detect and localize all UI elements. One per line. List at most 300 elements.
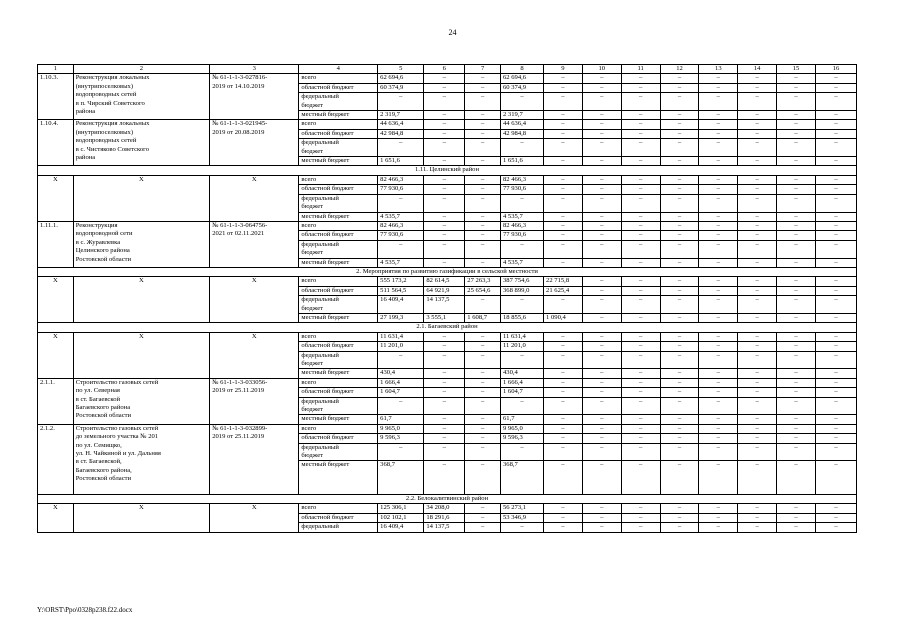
amount-cell: – — [500, 194, 543, 212]
amount-cell: – — [660, 129, 699, 138]
item-name — [73, 175, 210, 221]
amount-cell: 555 173,2 — [378, 277, 424, 286]
amount-cell: 61,7 — [378, 415, 424, 424]
amount-cell: – — [738, 342, 777, 351]
table-row — [38, 221, 857, 230]
amount-cell: – — [738, 83, 777, 92]
column-number-header: 11 — [621, 65, 660, 74]
amount-cell: – — [738, 286, 777, 295]
amount-cell: – — [777, 175, 816, 184]
budget-source-label — [299, 83, 378, 92]
amount-cell: – — [815, 111, 856, 120]
amount-cell: 62 694,6 — [378, 74, 424, 83]
amount-cell: – — [660, 523, 699, 532]
amount-cell: – — [660, 212, 699, 221]
amount-cell: – — [424, 93, 465, 111]
amount-cell: – — [660, 378, 699, 387]
budget-source-line: федеральный — [301, 296, 339, 304]
amount-cell: 1 604,7 — [500, 388, 543, 397]
amount-cell: 9 965,0 — [500, 424, 543, 433]
amount-cell: – — [699, 175, 738, 184]
amount-cell: – — [777, 342, 816, 351]
item-document-line: Х — [251, 332, 257, 340]
budget-source-line: областной бюджет — [301, 185, 354, 193]
budget-source-line: бюджет — [301, 304, 323, 312]
amount-cell: 11 631,4 — [378, 332, 424, 341]
amount-cell: – — [424, 185, 465, 194]
amount-cell: – — [582, 415, 621, 424]
amount-cell: – — [738, 258, 777, 267]
item-document-line: Х — [251, 504, 257, 512]
amount-cell: – — [582, 129, 621, 138]
amount-cell: – — [621, 185, 660, 194]
amount-cell: – — [815, 286, 856, 295]
column-number-header: 4 — [299, 65, 378, 74]
amount-cell: – — [465, 157, 501, 166]
amount-cell: – — [815, 240, 856, 258]
amount-cell: 9 965,0 — [378, 424, 424, 433]
amount-cell: – — [544, 397, 583, 415]
item-number: Х — [38, 504, 74, 532]
amount-cell: – — [582, 434, 621, 443]
amount-cell: – — [621, 83, 660, 92]
budget-source-label — [299, 424, 378, 433]
amount-cell: – — [777, 129, 816, 138]
item-document-line: 2019 от 14.10.2019 — [212, 82, 265, 90]
amount-cell: – — [544, 157, 583, 166]
budget-source-line: всего — [301, 221, 317, 229]
amount-cell: – — [544, 221, 583, 230]
amount-cell: – — [777, 461, 816, 495]
amount-cell: – — [815, 513, 856, 522]
amount-cell: – — [621, 369, 660, 378]
item-name-line: Реконструкция — [75, 221, 118, 229]
amount-cell: 64 921,9 — [424, 286, 465, 295]
item-name — [73, 504, 210, 532]
item-name — [73, 221, 210, 267]
amount-cell: – — [544, 129, 583, 138]
amount-cell: – — [544, 443, 583, 461]
amount-cell: 368,7 — [500, 461, 543, 495]
budget-source-line: федеральный — [301, 351, 339, 359]
amount-cell: – — [424, 221, 465, 230]
amount-cell: 77 930,6 — [500, 185, 543, 194]
amount-cell: – — [424, 231, 465, 240]
amount-cell: – — [815, 461, 856, 495]
amount-cell: – — [465, 332, 501, 341]
amount-cell: 11 201,0 — [378, 342, 424, 351]
column-number-header: 6 — [424, 65, 465, 74]
column-number-header: 8 — [500, 65, 543, 74]
amount-cell: – — [621, 120, 660, 129]
amount-cell: – — [738, 332, 777, 341]
amount-cell: – — [621, 313, 660, 322]
amount-cell: – — [699, 369, 738, 378]
amount-cell: – — [500, 93, 543, 111]
amount-cell: – — [582, 286, 621, 295]
amount-cell: 18 855,6 — [500, 313, 543, 322]
amount-cell: – — [777, 74, 816, 83]
item-name-line: (внутрипоселковых) — [75, 128, 134, 136]
amount-cell: 56 273,1 — [500, 504, 543, 513]
column-number-header: 5 — [378, 65, 424, 74]
amount-cell: – — [777, 434, 816, 443]
amount-cell: – — [621, 424, 660, 433]
amount-cell: – — [582, 83, 621, 92]
amount-cell: – — [815, 139, 856, 157]
amount-cell: – — [544, 369, 583, 378]
amount-cell: – — [777, 388, 816, 397]
item-name-line: Х — [139, 175, 144, 183]
item-name-line: водопроводных сетей — [75, 137, 137, 145]
amount-cell: – — [621, 129, 660, 138]
amount-cell: – — [500, 296, 543, 314]
amount-cell: – — [699, 74, 738, 83]
budget-source-label — [299, 313, 378, 322]
page-number: 24 — [448, 28, 457, 37]
amount-cell: 42 984,8 — [500, 129, 543, 138]
amount-cell: – — [699, 388, 738, 397]
amount-cell: – — [582, 378, 621, 387]
amount-cell: – — [777, 351, 816, 369]
amount-cell: – — [465, 424, 501, 433]
amount-cell: – — [544, 258, 583, 267]
amount-cell: – — [815, 221, 856, 230]
item-name-line: Багаевского района — [75, 404, 131, 412]
amount-cell: – — [424, 461, 465, 495]
amount-cell: – — [738, 388, 777, 397]
item-name — [73, 120, 210, 166]
amount-cell: – — [660, 424, 699, 433]
budget-source-label — [299, 332, 378, 341]
amount-cell: – — [777, 369, 816, 378]
amount-cell: – — [582, 258, 621, 267]
amount-cell: – — [621, 296, 660, 314]
amount-cell: – — [777, 194, 816, 212]
amount-cell: – — [621, 415, 660, 424]
amount-cell: – — [699, 434, 738, 443]
amount-cell: – — [660, 397, 699, 415]
amount-cell: 125 306,1 — [378, 504, 424, 513]
item-name — [73, 424, 210, 494]
budget-source-line: федеральный — [301, 523, 339, 531]
amount-cell: – — [424, 139, 465, 157]
amount-cell: – — [465, 434, 501, 443]
budget-source-label — [299, 231, 378, 240]
amount-cell: – — [699, 332, 738, 341]
amount-cell: – — [465, 258, 501, 267]
amount-cell: – — [777, 120, 816, 129]
amount-cell: – — [582, 296, 621, 314]
amount-cell: – — [582, 157, 621, 166]
amount-cell: – — [582, 212, 621, 221]
budget-source-label — [299, 351, 378, 369]
amount-cell: – — [621, 523, 660, 532]
budget-source-line: местный бюджет — [301, 258, 350, 266]
amount-cell: – — [738, 296, 777, 314]
amount-cell: – — [582, 342, 621, 351]
amount-cell: – — [621, 258, 660, 267]
amount-cell: 11 631,4 — [500, 332, 543, 341]
budget-source-line: областной бюджет — [301, 513, 354, 521]
amount-cell: – — [699, 185, 738, 194]
amount-cell: – — [699, 258, 738, 267]
item-name-line: в ст. Багаевской — [75, 395, 121, 403]
amount-cell: – — [465, 378, 501, 387]
amount-cell: – — [544, 83, 583, 92]
amount-cell: – — [544, 388, 583, 397]
amount-cell: – — [544, 296, 583, 314]
amount-cell: – — [699, 157, 738, 166]
amount-cell: – — [465, 212, 501, 221]
amount-cell: – — [815, 378, 856, 387]
amount-cell: – — [660, 277, 699, 286]
item-name-line: (внутрипоселковых) — [75, 82, 134, 90]
amount-cell: 22 715,8 — [544, 277, 583, 286]
amount-cell: – — [815, 277, 856, 286]
amount-cell: – — [621, 513, 660, 522]
amount-cell: – — [660, 296, 699, 314]
amount-cell: – — [777, 221, 816, 230]
budget-source-line: бюджет — [301, 203, 323, 211]
amount-cell: – — [699, 194, 738, 212]
amount-cell: – — [621, 231, 660, 240]
amount-cell: – — [699, 212, 738, 221]
amount-cell: – — [424, 129, 465, 138]
table-row — [38, 332, 857, 341]
amount-cell: – — [699, 221, 738, 230]
item-name — [73, 277, 210, 323]
table-row — [38, 175, 857, 184]
column-number-header: 1 — [38, 65, 74, 74]
amount-cell: – — [777, 513, 816, 522]
budget-source-line: всего — [301, 424, 317, 432]
item-number: Х — [38, 175, 74, 221]
amount-cell: – — [465, 240, 501, 258]
amount-cell: – — [738, 120, 777, 129]
amount-cell: – — [500, 240, 543, 258]
amount-cell: – — [424, 378, 465, 387]
budget-source-line: областной бюджет — [301, 231, 354, 239]
item-document — [210, 332, 299, 378]
amount-cell: – — [777, 157, 816, 166]
amount-cell: – — [699, 93, 738, 111]
amount-cell: 4 535,7 — [500, 212, 543, 221]
amount-cell: – — [660, 93, 699, 111]
column-number-header: 14 — [738, 65, 777, 74]
amount-cell: – — [777, 523, 816, 532]
budget-source-line: местный бюджет — [301, 111, 350, 119]
item-name-line: Ростовской области — [75, 412, 132, 420]
amount-cell: 53 346,9 — [500, 513, 543, 522]
amount-cell: – — [660, 74, 699, 83]
amount-cell: – — [621, 175, 660, 184]
item-document — [210, 424, 299, 494]
item-name-line: ул. Н. Чайкиной и ул. Дальняя — [75, 450, 161, 458]
budget-source-label — [299, 434, 378, 443]
amount-cell: – — [777, 93, 816, 111]
amount-cell: – — [378, 194, 424, 212]
amount-cell: – — [660, 434, 699, 443]
item-document-line: 2019 от 25.11.2019 — [212, 433, 265, 441]
amount-cell: – — [699, 342, 738, 351]
amount-cell: – — [738, 523, 777, 532]
amount-cell: – — [738, 129, 777, 138]
amount-cell: – — [424, 332, 465, 341]
amount-cell: – — [582, 175, 621, 184]
amount-cell: – — [621, 388, 660, 397]
item-name-line: в с. Журавлевка — [75, 238, 121, 246]
amount-cell: – — [544, 175, 583, 184]
amount-cell: – — [582, 443, 621, 461]
item-name-line: Строительство газовых сетей — [75, 378, 159, 386]
amount-cell: – — [544, 513, 583, 522]
amount-cell: – — [424, 240, 465, 258]
budget-source-line: областной бюджет — [301, 286, 354, 294]
column-number-row — [38, 65, 857, 74]
amount-cell: – — [738, 157, 777, 166]
budget-source-line: федеральный — [301, 443, 339, 451]
amount-cell: – — [738, 424, 777, 433]
amount-cell: – — [777, 443, 816, 461]
item-name-line: водопроводных сетей — [75, 91, 137, 99]
amount-cell: – — [777, 111, 816, 120]
amount-cell: – — [660, 120, 699, 129]
amount-cell: – — [815, 424, 856, 433]
amount-cell: 77 930,6 — [378, 185, 424, 194]
item-name-line: в п. Чирский Советского — [75, 99, 145, 107]
amount-cell: – — [699, 240, 738, 258]
item-document — [210, 175, 299, 221]
amount-cell: – — [815, 157, 856, 166]
item-name-line: Строительство газовых сетей — [75, 424, 159, 432]
budget-source-line: всего — [301, 378, 317, 386]
column-number-header: 15 — [777, 65, 816, 74]
amount-cell: – — [465, 461, 501, 495]
amount-cell: – — [582, 93, 621, 111]
amount-cell: – — [815, 296, 856, 314]
amount-cell: – — [738, 212, 777, 221]
amount-cell: – — [544, 120, 583, 129]
amount-cell: – — [582, 369, 621, 378]
amount-cell: 60 374,9 — [378, 83, 424, 92]
amount-cell: – — [424, 369, 465, 378]
item-name-line: Ростовской области — [75, 475, 132, 483]
item-name-line: района — [75, 154, 96, 162]
amount-cell: 18 291,6 — [424, 513, 465, 522]
amount-cell: 387 754,6 — [500, 277, 543, 286]
amount-cell: – — [544, 504, 583, 513]
amount-cell: 368 899,0 — [500, 286, 543, 295]
amount-cell: – — [621, 434, 660, 443]
amount-cell: – — [465, 388, 501, 397]
amount-cell: – — [699, 397, 738, 415]
amount-cell: – — [815, 83, 856, 92]
amount-cell: 4 535,7 — [378, 258, 424, 267]
amount-cell: – — [699, 504, 738, 513]
amount-cell: – — [738, 231, 777, 240]
item-name-line: Х — [139, 277, 144, 285]
amount-cell: – — [582, 221, 621, 230]
amount-cell: – — [465, 504, 501, 513]
amount-cell: – — [621, 461, 660, 495]
budget-source-line: бюджет — [301, 406, 323, 414]
amount-cell: – — [465, 351, 501, 369]
amount-cell: 21 625,4 — [544, 286, 583, 295]
amount-cell: – — [582, 111, 621, 120]
amount-cell: – — [815, 388, 856, 397]
amount-cell: – — [660, 111, 699, 120]
amount-cell: – — [465, 221, 501, 230]
amount-cell: – — [699, 286, 738, 295]
item-name-line: Х — [139, 504, 144, 512]
amount-cell: – — [699, 415, 738, 424]
amount-cell: – — [699, 139, 738, 157]
amount-cell: – — [777, 240, 816, 258]
amount-cell: – — [777, 231, 816, 240]
amount-cell: 368,7 — [378, 461, 424, 495]
amount-cell: – — [621, 277, 660, 286]
amount-cell: – — [699, 424, 738, 433]
amount-cell: – — [465, 120, 501, 129]
budget-source-line: всего — [301, 332, 317, 340]
amount-cell: – — [500, 523, 543, 532]
amount-cell: – — [699, 351, 738, 369]
budget-source-line: местный бюджет — [301, 157, 350, 165]
amount-cell: – — [815, 185, 856, 194]
table-row — [38, 504, 857, 513]
amount-cell: 4 535,7 — [378, 212, 424, 221]
amount-cell: – — [424, 83, 465, 92]
amount-cell: – — [777, 332, 816, 341]
amount-cell: 430,4 — [500, 369, 543, 378]
amount-cell: – — [660, 415, 699, 424]
amount-cell: – — [815, 175, 856, 184]
amount-cell: 1 090,4 — [544, 313, 583, 322]
amount-cell: – — [738, 443, 777, 461]
budget-source-line: бюджет — [301, 147, 323, 155]
amount-cell: – — [465, 139, 501, 157]
amount-cell: – — [544, 415, 583, 424]
item-document-line: № 61-1-1-3-021945- — [212, 120, 268, 128]
amount-cell: – — [465, 175, 501, 184]
item-name — [73, 74, 210, 120]
item-document-line: 2021 от 02.11.2021 — [212, 230, 265, 238]
amount-cell: – — [544, 194, 583, 212]
amount-cell: – — [621, 378, 660, 387]
column-number-header: 9 — [544, 65, 583, 74]
amount-cell: – — [815, 504, 856, 513]
amount-cell: – — [777, 397, 816, 415]
amount-cell: 1 651,6 — [378, 157, 424, 166]
amount-cell: – — [777, 415, 816, 424]
amount-cell: 14 137,5 — [424, 296, 465, 314]
amount-cell: – — [465, 83, 501, 92]
amount-cell: – — [621, 111, 660, 120]
amount-cell: – — [465, 93, 501, 111]
item-number: 1.11.1. — [38, 221, 74, 267]
item-number: 2.1.2. — [38, 424, 74, 494]
amount-cell: – — [660, 332, 699, 341]
amount-cell: – — [777, 277, 816, 286]
amount-cell: – — [815, 120, 856, 129]
budget-source-label — [299, 342, 378, 351]
amount-cell: – — [738, 139, 777, 157]
amount-cell: – — [621, 240, 660, 258]
amount-cell: – — [544, 434, 583, 443]
amount-cell: – — [815, 74, 856, 83]
amount-cell: – — [777, 313, 816, 322]
